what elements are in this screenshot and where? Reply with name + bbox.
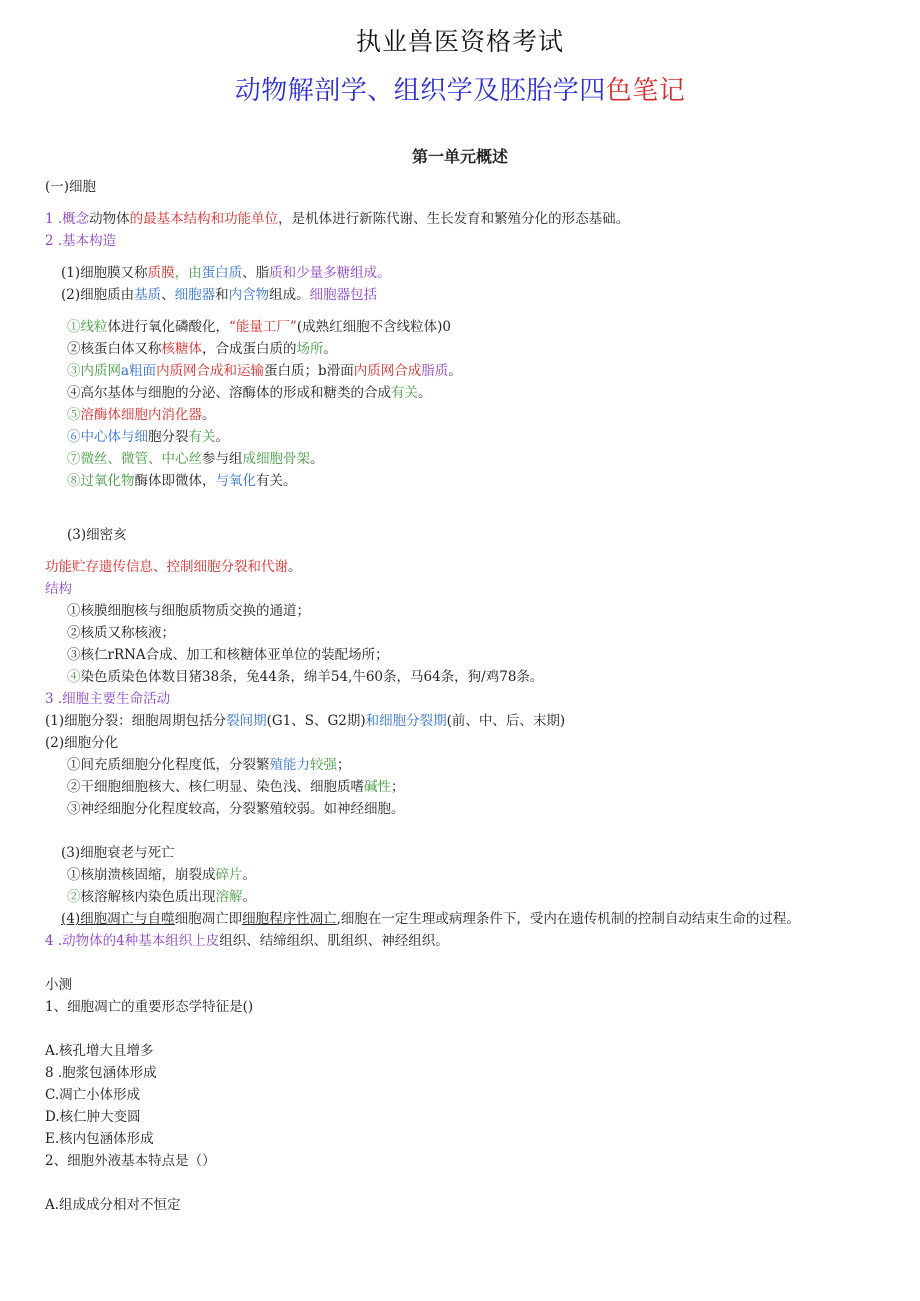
text-run: 1 .概念	[45, 211, 90, 227]
text-run: (3)细密亥	[67, 527, 127, 543]
text-run: 动物解剖学、组织学及胚胎学四	[234, 76, 606, 106]
note-line	[45, 996, 845, 1018]
note-line	[45, 710, 845, 732]
text-run: ②	[67, 889, 81, 905]
spacer	[45, 252, 845, 262]
text-run: ①间充质细胞分化程度低，分裂繁	[67, 757, 270, 773]
note-line	[45, 688, 845, 710]
text-run: (1)细胞分裂：细胞周期包括分	[45, 713, 227, 729]
text-run: 内质网合成	[353, 363, 422, 379]
text-run: 细胞程序性凋亡	[242, 911, 337, 927]
spacer	[45, 820, 845, 842]
note-line	[45, 864, 845, 886]
text-run: (3)细胞衰老与死亡	[61, 845, 175, 861]
text-run: 、脂	[242, 265, 270, 281]
text-run: 。	[288, 559, 302, 575]
text-run: 的最基本结构和功能单位	[129, 211, 279, 227]
text-run: (2)细胞分化	[45, 735, 119, 751]
text-run: 与氧化	[215, 473, 256, 489]
note-line	[45, 316, 845, 338]
note-line	[45, 176, 845, 198]
text-run: ②核质又称核液；	[67, 625, 175, 641]
text-run: (1)细胞膜又称	[61, 265, 148, 281]
text-run: 胞分裂	[148, 429, 189, 445]
text-run: ①核崩溃核固缩，崩裂成	[67, 867, 216, 883]
spacer	[45, 514, 845, 524]
spacer	[45, 306, 845, 316]
note-line	[45, 1040, 845, 1062]
note-line	[45, 886, 845, 908]
text-run: ③核仁rRNA合成、加工和核糖体亚单位的装配场所；	[67, 647, 389, 663]
spacer	[45, 198, 845, 208]
note-line	[45, 404, 845, 426]
text-run: 体进行氧化磷酸化，	[107, 319, 229, 335]
text-run: 和细胞分裂期	[365, 713, 447, 729]
text-run: 质和少量多糖组成。	[269, 265, 391, 281]
spacer	[45, 952, 845, 974]
text-run: ⑦微丝、微管、中心丝	[67, 451, 202, 467]
note-line	[45, 732, 845, 754]
note-line	[45, 470, 845, 492]
text-run: A.核孔增大且增多	[45, 1043, 154, 1059]
text-run: 和	[215, 287, 229, 303]
text-run: ⑧过氧化物	[67, 473, 135, 489]
text-run: ④	[67, 669, 81, 685]
text-run: (2)细胞质由	[61, 287, 135, 303]
text-run: 。	[242, 889, 256, 905]
note-line	[45, 1194, 845, 1216]
text-run: 1、细胞凋亡的重要形态学特征是()	[45, 999, 254, 1015]
text-run: C.凋亡小体形成	[45, 1087, 141, 1103]
text-run: 蛋白质；b滑面	[264, 363, 354, 379]
note-line	[45, 578, 845, 600]
note-line	[45, 262, 845, 284]
text-run: 基质	[134, 287, 162, 303]
text-run: 。	[448, 363, 462, 379]
text-run: ，由	[174, 265, 202, 281]
text-run: 细胞器包括	[309, 287, 378, 303]
text-run: 核糖体	[161, 341, 202, 357]
note-line	[45, 974, 845, 996]
note-line	[45, 1084, 845, 1106]
text-run: 有关。	[256, 473, 297, 489]
note-line	[45, 360, 845, 382]
text-run: 较强	[310, 757, 337, 773]
note-line	[45, 1062, 845, 1084]
text-run: 8 .胞浆包涵体形成	[45, 1065, 157, 1081]
text-run: 2 .基本构造	[45, 233, 117, 249]
text-run: a粗面	[121, 363, 157, 379]
notes-content	[45, 176, 845, 1216]
note-line	[45, 208, 845, 230]
note-line	[45, 600, 845, 622]
note-line	[45, 1128, 845, 1150]
text-run: 。	[323, 341, 337, 357]
text-run: ，是机体进行新陈代谢、生长发育和繁殖分化的形态基础。	[278, 211, 630, 227]
text-run: ⑥中心体与细	[67, 429, 148, 445]
note-line	[45, 930, 845, 952]
note-line	[45, 426, 845, 448]
text-run: 细胞凋亡即	[174, 911, 243, 927]
text-run: 2、细胞外液基本特点是（）	[45, 1153, 216, 1169]
text-run: ⑤	[67, 407, 81, 423]
text-run: 内含物	[228, 287, 270, 303]
text-run: (一)细胞	[45, 179, 97, 195]
note-line	[45, 622, 845, 644]
text-run: 酶体即微体，	[134, 473, 216, 489]
text-run: 有关	[188, 429, 216, 445]
text-run: 核溶解核内染色质出现	[80, 889, 216, 905]
text-run: ；	[337, 757, 351, 773]
subtitle	[0, 70, 920, 107]
text-run: ；	[391, 779, 405, 795]
text-run: (4)细胞凋亡与自噬	[61, 911, 175, 927]
note-line	[45, 666, 845, 688]
note-line	[45, 448, 845, 470]
text-run: 脂质	[421, 363, 449, 379]
text-run: 染色质染色体数目猪38条，兔44条，绵羊54,牛60条，马64条，狗/鸡78条。	[80, 669, 544, 685]
spacer	[45, 1172, 845, 1194]
text-run: 色笔记	[605, 76, 686, 106]
text-run: 场所	[296, 341, 324, 357]
text-run: D.核仁肿大变圆	[45, 1109, 141, 1125]
spacer	[45, 492, 845, 514]
text-run: 蛋白质	[201, 265, 243, 281]
note-line	[45, 230, 845, 252]
text-run: 。	[215, 429, 229, 445]
text-run: 小测	[45, 977, 72, 993]
text-run: (成熟红细胞不含线粒体)0	[296, 319, 451, 335]
text-run: 3 .细胞主要生命活动	[45, 691, 171, 707]
unit-title: 第一单元概述	[411, 147, 508, 166]
spacer	[45, 1018, 845, 1040]
text-run: 参与组	[202, 451, 243, 467]
text-run: 碱性	[364, 779, 391, 795]
text-run: 殖能力	[269, 757, 310, 773]
text-run: 碎片	[215, 867, 243, 883]
text-run: 内质网合成和运输	[156, 363, 265, 379]
text-run: ①核膜细胞核与细胞质物质交换的通道；	[67, 603, 310, 619]
text-run: 溶酶体细胞内消化器	[80, 407, 202, 423]
note-line	[45, 754, 845, 776]
text-run: 组织、结缔组织、肌组织、神经组织。	[219, 933, 449, 949]
text-run: ④高尔基体与细胞的分泌、溶酶体的形成和糖类的合成	[67, 385, 391, 401]
text-run: 。	[202, 407, 216, 423]
text-run: “能量工厂”	[229, 319, 297, 335]
note-line	[45, 524, 845, 546]
text-run: ,细胞在一定生理或病理条件下，受内在遗传机制的控制自动结束生命的过程。	[336, 911, 800, 927]
text-run: 功能贮存遗传信息、控制细胞分裂和代谢	[45, 559, 288, 575]
text-run: 、	[161, 287, 175, 303]
text-run: 成细胞骨架	[242, 451, 310, 467]
text-run: 质膜	[147, 265, 175, 281]
text-run: ②干细胞细胞核大、核仁明显、染色浅、细胞质嗜	[67, 779, 364, 795]
text-run: 动物体	[89, 211, 130, 227]
text-run: ，合成蛋白质的	[202, 341, 297, 357]
note-line	[45, 338, 845, 360]
text-run: 4 .动物体的4种基本组织上皮	[45, 933, 220, 949]
note-line	[45, 644, 845, 666]
text-run: 。	[310, 451, 324, 467]
note-line	[45, 908, 845, 930]
text-run: 。	[418, 385, 432, 401]
text-run: 裂间期	[226, 713, 267, 729]
text-run: 溶解	[215, 889, 243, 905]
text-run: A.组成成分相对不恒定	[45, 1197, 181, 1213]
text-run: ③神经细胞分化程度较高，分裂繁殖较弱。如神经细胞。	[67, 801, 405, 817]
note-line	[45, 1150, 845, 1172]
text-run: 。	[242, 867, 256, 883]
note-line	[45, 284, 845, 306]
spacer	[45, 546, 845, 556]
text-run: 细胞器	[174, 287, 216, 303]
note-line	[45, 382, 845, 404]
text-run: 结构	[45, 581, 72, 597]
note-line	[45, 798, 845, 820]
note-line	[45, 776, 845, 798]
text-run: E.核内包涵体形成	[45, 1131, 154, 1147]
exam-title: 执业兽医资格考试	[355, 27, 564, 56]
text-run: (前、中、后、末期)	[446, 713, 566, 729]
text-run: 组成。	[269, 287, 310, 303]
note-line	[45, 1106, 845, 1128]
text-run: (G1、S、G2期)	[266, 713, 366, 729]
note-line	[45, 556, 845, 578]
text-run: ①线粒	[67, 319, 108, 335]
text-run: ②核蛋白体又称	[67, 341, 162, 357]
text-run: 有关	[391, 385, 418, 401]
note-line	[45, 842, 845, 864]
text-run: ③内质网	[67, 363, 121, 379]
